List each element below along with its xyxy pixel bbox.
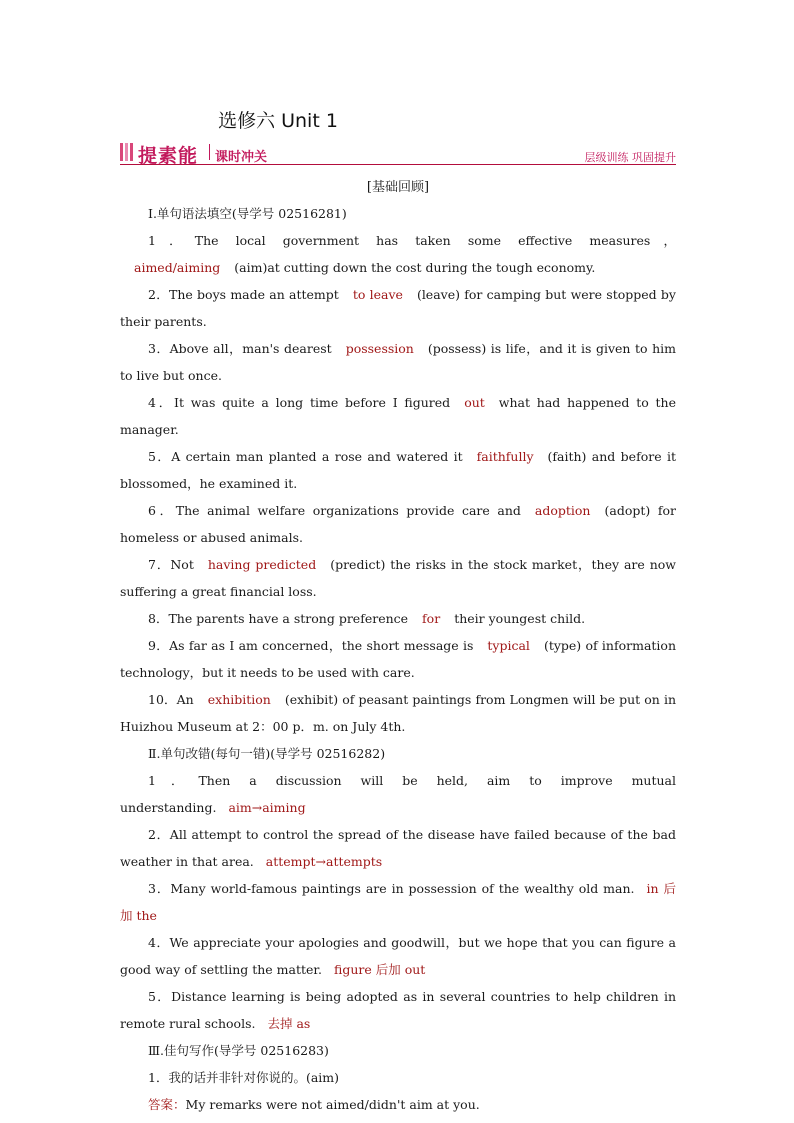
item-text-before: 4．It was quite a long time before I figured — [148, 395, 451, 410]
answer-text: attempt→attempts — [265, 854, 383, 869]
item-text: 2．All attempt to control the spread of the disease have failed because of the bad weather in that area. — [120, 827, 676, 869]
answer-text: out — [464, 395, 485, 410]
fill-blank-item — [120, 227, 676, 281]
part3-heading: Ⅲ.佳句写作(导学号 02516283) — [148, 1043, 329, 1058]
banner-sub-label: 课时冲关 — [215, 150, 268, 165]
correction-item — [120, 767, 676, 821]
fill-blank-item — [120, 605, 676, 632]
correction-item — [120, 875, 676, 929]
fill-blank-item — [120, 497, 676, 551]
item-text-after: what had happened to the manager. — [120, 395, 676, 437]
item-text: 1．Then a discussion will be held, aim to improve mutual understanding. — [120, 773, 676, 815]
correction-item — [120, 929, 676, 983]
item-text-before: 8．The parents have a strong preference — [148, 611, 409, 626]
fill-blank-item — [120, 335, 676, 389]
item-text-before: 7．Not — [148, 557, 194, 572]
writing-question: 1．我的话并非针对你说的。(aim) — [148, 1070, 340, 1085]
banner-stripes-icon — [120, 143, 135, 162]
item-text-after: (aim)at cutting down the cost during the tough economy. — [234, 260, 596, 275]
answer-text: aim→aiming — [228, 800, 306, 815]
fill-blank-item — [120, 686, 676, 740]
item-text-before: 9．As far as I am concerned，the short message is — [148, 638, 474, 653]
item-text: 3．Many world-famous paintings are in possession of the wealthy old man. — [148, 881, 635, 896]
item-text-after: (exhibit) of peasant paintings from Longmen will be put on in Huizhou Museum at 2：00 p．m. on July 4th. — [120, 692, 676, 734]
answer-text: in 后加 the — [120, 881, 676, 923]
part1-list — [120, 227, 676, 740]
writing-answer — [120, 1091, 676, 1118]
item-text-before: 3．Above all，man's dearest — [148, 341, 332, 356]
exercise-body — [120, 200, 676, 1118]
item-text-after: (possess) is life，and it is given to him to live but once. — [120, 341, 677, 383]
fill-blank-item — [120, 443, 676, 497]
answer-text: aimed/aiming — [134, 260, 221, 275]
section-label: [基础回顾] — [366, 180, 430, 195]
answer-text: to leave — [352, 287, 403, 302]
page-title: 选修六 Unit 1 — [218, 110, 338, 132]
section-banner — [120, 142, 676, 165]
part2-heading: Ⅱ.单句改错(每句一错)(导学号 02516282) — [148, 746, 386, 761]
item-text-after: (type) of information technology，but it needs to be used with care. — [120, 638, 676, 680]
item-text-before: 5．A certain man planted a rose and watered it — [148, 449, 463, 464]
answer-text: exhibition — [207, 692, 271, 707]
answer-text: typical — [487, 638, 530, 653]
banner-divider — [209, 144, 210, 160]
answer-text: figure 后加 out — [334, 962, 426, 977]
item-text-before: 1．The local government has taken some effective measures， — [148, 233, 676, 248]
correction-item — [120, 821, 676, 875]
item-text-after: (leave) for camping but were stopped by their parents. — [120, 287, 676, 329]
part3-list — [120, 1064, 676, 1118]
item-text-before: 6．The animal welfare organizations provide care and — [148, 503, 521, 518]
item-text-after: (predict) the risks in the stock market，they are now suffering a great financial loss. — [120, 557, 676, 599]
fill-blank-item — [120, 632, 676, 686]
answer-text: for — [422, 611, 441, 626]
answer-text: adoption — [534, 503, 591, 518]
item-text-after: their youngest child. — [454, 611, 586, 626]
banner-main-label: 提素能 — [138, 145, 199, 167]
answer-label: 答案： — [148, 1097, 186, 1112]
answer-text: possession — [345, 341, 414, 356]
answer-text: 去掉 as — [267, 1016, 311, 1031]
answer-text: having predicted — [207, 557, 317, 572]
item-text-after: (faith) and before it blossomed，he examined it. — [120, 449, 676, 491]
item-text: 4．We appreciate your apologies and goodwill，but we hope that you can figure a good way of settling the matter. — [120, 935, 676, 977]
part1-heading: Ⅰ.单句语法填空(导学号 02516281) — [148, 206, 347, 221]
part2-list — [120, 767, 676, 1037]
answer-text: My remarks were not aimed/didn't aim at you. — [185, 1097, 480, 1112]
fill-blank-item — [120, 281, 676, 335]
answer-text: faithfully — [476, 449, 534, 464]
correction-item — [120, 983, 676, 1037]
item-text-after: (adopt) for homeless or abused animals. — [120, 503, 676, 545]
fill-blank-item — [120, 389, 676, 443]
item-text-before: 2．The boys made an attempt — [148, 287, 339, 302]
item-text: 5．Distance learning is being adopted as in several countries to help children in remote rural schools. — [120, 989, 676, 1031]
fill-blank-item — [120, 551, 676, 605]
banner-right-label: 层级训练 巩固提升 — [584, 151, 676, 164]
item-text-before: 10．An — [148, 692, 194, 707]
